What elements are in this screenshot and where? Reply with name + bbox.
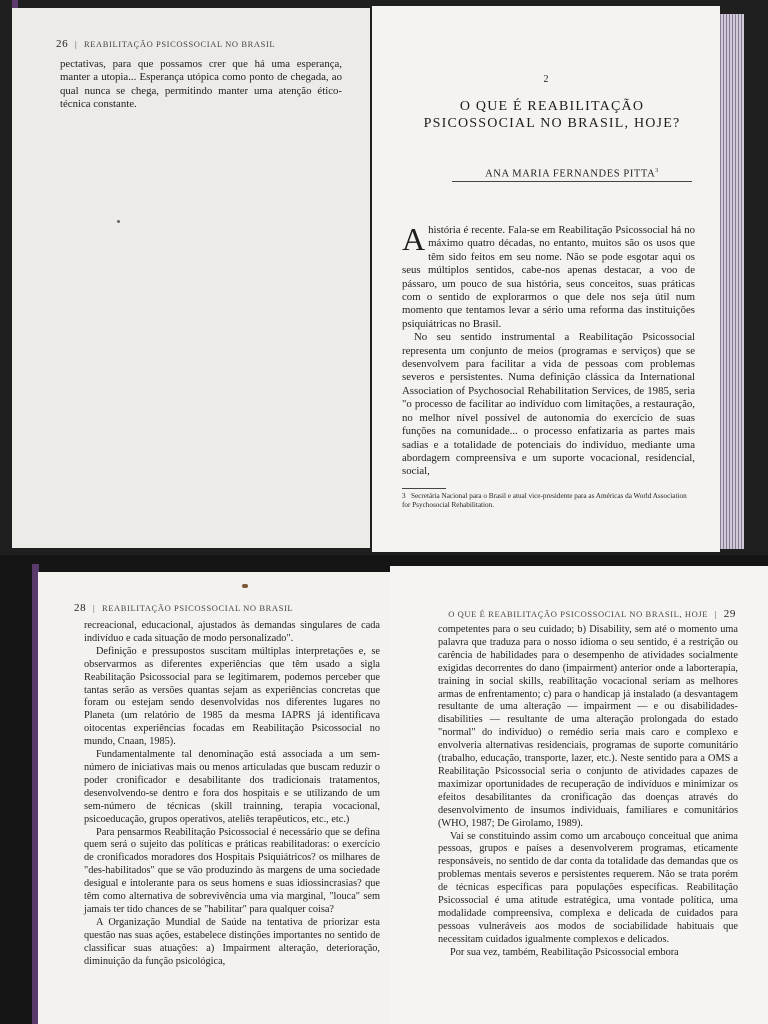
- paragraph-1: competentes para o seu cuidado; b) Disability, sem até o momento uma palavra que traduza para o nosso idioma o seu sentido, é a restrição ou carência de habilidades para o desempenho de atividades socialmente exigidas decorrentes do dano (impairment) anterior onde a laborterapia, training in social skills, reabilitação vocacional seriam as melhores armas de enfrentamento; c) para o handicap já instalado (a desvantagem resultante de uma alteração — impairment — e ou disabilidades-disabilities — resultante de uma alteração prolongada do estado "normal" do indivíduo) o remédio seria mais caro e complexo e envolveria alternativas residenciais, programas de suporte comunitário (trabalho, educação, transporte, lazer, etc.). Neste sentido para a OMS a Reabilitação Psicossocial seria o conjunto de atividades capazes de maximizar oportunidades de recuperação de indivíduos e minimizar os efeitos desabilitantes da cronificação das doenças através do desenvolvimento de insumos individuais, familiares e comunitários (WHO, 1987; De Girolamo, 1989).: [438, 624, 738, 829]
- paragraph-2: Vai se constituindo assim como um arcabouço conceitual que anima pessoas, grupos e países a desenvolverem programas, eticamente responsáveis, no sentido de dar conta da totalidade das demandas que os problemas mentais severos e persistentes requerem. Não se trata porém de técnicas específicas para populações específicas. Reabilitação Psicossocial é uma atitude estratégica, uma vontade política, uma modalidade compreensiva, complexa e delicada de cuidados para pessoas vulneráveis aos modos de sociabilidade habituais que necessitam cuidados igualmente complexos e delicados.: [438, 830, 738, 945]
- running-head: 28 | REABILITAÇÃO PSICOSSOCIAL NO BRASIL: [74, 602, 294, 614]
- footnote-number: 3: [402, 492, 406, 500]
- text-block: [60, 58, 342, 112]
- author-name: [452, 168, 692, 182]
- paragraph-2: Definição e pressupostos suscitam múltiplas interpretações e, se observarmos as diferentes experiências que têm usado a sigla Reabilitação Psicossocial para se legitimarem, podemos perceber que tantas serão as versões quantas sejam as experiências concretas que foram ou estejam sendo desenvolvidas nos diferentes lugares no Planeta (um relatório de 1985 da mesma IAPRS já identificava oitocentas experiências focadas em Reabilitação Psicossocial no mundo, Cnaan, 1985).: [84, 645, 380, 748]
- speck: [117, 220, 120, 223]
- page-number: 29: [723, 608, 736, 620]
- footnote-rule: [402, 488, 446, 489]
- paragraph-5: A Organização Mundial de Saúde na tentativa de priorizar esta questão nas suas ações, estabelece distinções importantes no sentido de classificar suas atuações: a) Impairment alteração, deterioração, diminuição da função psicológica,: [84, 916, 380, 967]
- running-head-title: REABILITAÇÃO PSICOSSOCIAL NO BRASIL: [83, 39, 276, 49]
- running-head-title: O QUE É REABILITAÇÃO PSICOSSOCIAL NO BRASIL, HOJE: [448, 609, 709, 619]
- page-number: 28: [74, 602, 87, 614]
- paragraph: pectativas, para que possamos crer que há uma esperança, manter a utopia... Esperança utópica como ponto de chegada, ao qual nunca se chega, permitindo manter uma atenção ético-técnica constante.: [60, 58, 342, 111]
- author-note-ref: 3: [655, 168, 659, 174]
- chapter-title: O QUE É REABILITAÇÃO PSICOSSOCIAL NO BRASIL, HOJE?: [423, 99, 681, 131]
- paragraph-3: Fundamentalmente tal denominação está associada a um sem-número de iniciativas mais ou menos articuladas que buscam reduzir o poder cronificador e desabilitante dos tradicionais tratamentos, desenvolvendo-se dentro e fora dos hospitais e se utilizando de um sem-número de técnicas (skill trainning, terapia vocacional, psicoeducação, grupos operativos, ateliês terapêuticos, etc., etc.): [84, 749, 380, 825]
- footnote-text: Secretária Nacional para o Brasil e atual vice-presidente para as Américas da World Association for Psychosocial Rehabilitation.: [402, 492, 687, 509]
- speck: [242, 584, 248, 588]
- author-text: ANA MARIA FERNANDES PITTA: [485, 168, 656, 180]
- running-head: O QUE É REABILITAÇÃO PSICOSSOCIAL NO BRASIL, HOJE | 29: [448, 608, 736, 620]
- chapter-number: 2: [543, 74, 549, 85]
- paragraph-1-text: história é recente. Fala-se em Reabilitação Psicossocial há no máximo quatro décadas, no entanto, muitos são os usos que têm sido feitos em seu nome. Não se pode esgotar aqui os seus múltiplos sentidos, cabe-nos apenas destacar, a voo de pássaro, um pouco de sua história, seus conceitos, suas práticas com o sentido de explorarmos o que dele nos seja útil num momento que tentamos levar a sério uma reforma das instituições psiquiátricas no Brasil.: [402, 224, 695, 330]
- text-block: [84, 620, 380, 968]
- drop-cap: A: [402, 221, 426, 257]
- paragraph-1: recreacional, educacional, ajustados às demandas singulares de cada indivíduo e cada situação de modo personalizado".: [84, 620, 380, 644]
- page-number: 26: [56, 38, 69, 50]
- text-block: [402, 221, 695, 479]
- paragraph-1: [402, 221, 695, 331]
- paragraph-4: Para pensarmos Reabilitação Psicossocial é necessário que se defina quem será o sujeito das políticas e práticas reabilitadoras: o exercício de cronificados moradores dos Hospitais Psiquiátricos? os milhares de "des-habilitados" que se vão produzindo às margens de uma sociedade desigual e intolerante para os seus homens e suas idiossincrasias? que têm como alternativa de sobrevivência uma via marginal, "louca" sem jamais ter tido chances de se "habilitar" para qualquer coisa?: [84, 826, 380, 915]
- page-26: [12, 8, 370, 548]
- running-head-title: REABILITAÇÃO PSICOSSOCIAL NO BRASIL: [101, 603, 294, 613]
- text-block: [438, 624, 738, 960]
- page-edges: [718, 14, 744, 549]
- paragraph-2: No seu sentido instrumental a Reabilitação Psicossocial representa um conjunto de meios (programas e serviços) que se desenvolvem para facilitar a vida de pessoas com problemas severos e persistentes. Numa definição clássica da International Association of Psychosocial Rehabilitation Services, de 1985, seria "o processo de facilitar ao indivíduo com limitações, a restauração, no melhor nível possível de autonomia do exercício de suas funções na comunidade... o processo enfatizaria as partes mais sadias e a totalidade de potenciais do indivíduo, mediante uma abordagem compreensiva e um suporte vocacional, residencial, social,: [402, 331, 695, 478]
- running-head: 26 | REABILITAÇÃO PSICOSSOCIAL NO BRASIL: [56, 38, 276, 50]
- page-29: [390, 566, 768, 1024]
- page-27: [372, 6, 720, 552]
- page-28: [38, 572, 390, 1024]
- footnote: [402, 492, 695, 510]
- paragraph-3: Por sua vez, também, Reabilitação Psicossocial embora: [450, 946, 679, 958]
